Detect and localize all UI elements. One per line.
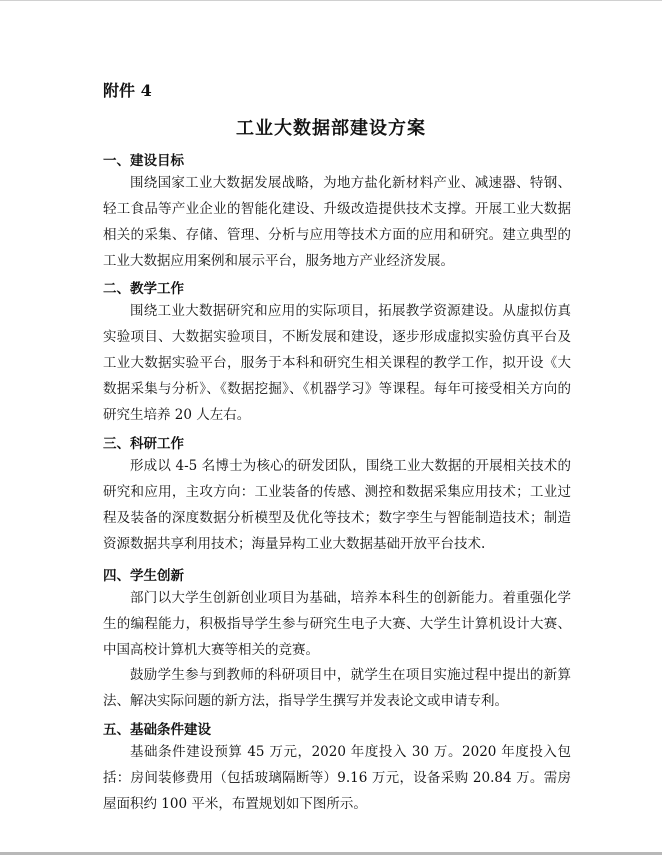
attachment-label: 附件 4: [103, 81, 152, 100]
section-paragraph-goals: 围绕国家工业大数据发展战略，为地方盐化新材料产业、减速器、特钢、轻工食品等产业企业的智能化建设、升级改造提供技术支撑。开展工业大数据相关的采集、存储、管理、分析与应用等技术方面的应用和研究。建立典型的工业大数据应用案例和展示平台，服务地方产业经济发展。: [103, 175, 571, 269]
section-heading-goals: 一、建设目标: [103, 153, 184, 169]
document-title: 工业大数据部建设方案: [236, 118, 426, 139]
section-heading-infrastructure: 五、基础条件建设: [103, 722, 211, 738]
section-paragraph-infrastructure: 基础条件建设预算 45 万元，2020 年度投入 30 万。2020 年度投入包括：房间装修费用（包括玻璃隔断等）9.16 万元，设备采购 20.84 万。需房屋面积约 100 平米，布置规划如下图所示。: [103, 744, 571, 812]
section-paragraph-research: 形成以 4-5 名博士为核心的研发团队，围绕工业大数据的开展相关技术的研究和应用，主攻方向：工业装备的传感、测控和数据采集应用技术；工业过程及装备的深度数据分析模型及优化等技术；数字孪生与智能制造技术；制造资源数据共享利用技术；海量异构工业大数据基础开放平台技术.: [103, 458, 571, 552]
section-paragraph-innovation-2: 鼓励学生参与到教师的科研项目中，就学生在项目实施过程中提出的新算法、解决实际问题的新方法，指导学生撰写并发表论文或申请专利。: [103, 667, 571, 709]
section-heading-research: 三、科研工作: [103, 436, 184, 452]
page-top-edge: [0, 0, 662, 1]
section-paragraph-teaching: 围绕工业大数据研究和应用的实际项目，拓展教学资源建设。从虚拟仿真实验项目、大数据实验项目，不断发展和建设，逐步形成虚拟实验仿真平台及工业大数据实验平台，服务于本科和研究生相关课程的教学工作，拟开设《大数据采集与分析》、《数据挖掘》、《机器学习》等课程。每年可接受相关方向的研究生培养 20 人左右。: [103, 303, 571, 423]
section-paragraph-innovation-1: 部门以大学生创新创业项目为基础，培养本科生的创新能力。着重强化学生的编程能力，积极指导学生参与研究生电子大赛、大学生计算机设计大赛、中国高校计算机大赛等相关的竞赛。: [103, 590, 571, 658]
section-heading-teaching: 二、教学工作: [103, 281, 184, 297]
section-heading-innovation: 四、学生创新: [103, 568, 184, 584]
